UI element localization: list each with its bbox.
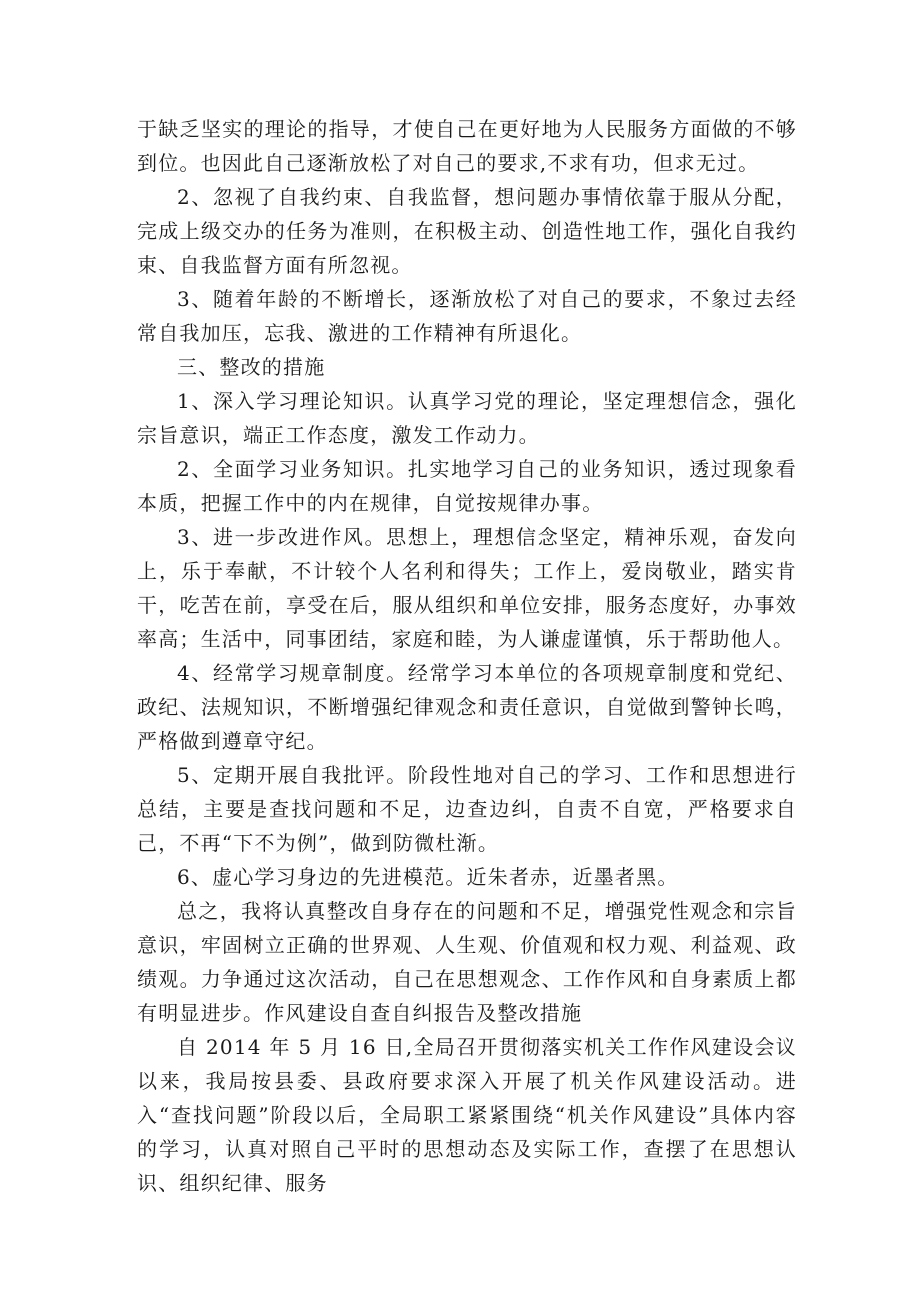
paragraph-continuation: 于缺乏坚实的理论的指导，才使自己在更好地为人民服务方面做的不够到位。也因此自己逐渐放松了对自己的要求,不求有功，但求无过。 — [137, 117, 797, 175]
measure-item-6: 6、虚心学习身边的先进模范。近朱者赤，近墨者黑。 — [177, 865, 679, 889]
summary-paragraph: 总之，我将认真整改自身存在的问题和不足，增强党性观念和宗旨意识，牢固树立正确的世界观、人生观、价值观和权力观、利益观、政绩观。力争通过这次活动，自己在思想观念、工作作风和自身素质上都有明显进步。作风建设自查自纠报告及整改措施 — [137, 899, 797, 1025]
paragraph-item-2: 2、忽视了自我约束、自我监督，想问题办事情依靠于服从分配，完成上级交办的任务为准则，在积极主动、创造性地工作，强化自我约束、自我监督方面有所忽视。 — [137, 185, 797, 277]
measure-item-2: 2、全面学习业务知识。扎实地学习自己的业务知识，透过现象看本质，把握工作中的内在规律，自觉按规律办事。 — [137, 457, 797, 515]
measure-item-5: 5、定期开展自我批评。阶段性地对自己的学习、工作和思想进行总结，主要是查找问题和不足，边查边纠，自责不自宽，严格要求自己，不再“下不为例”，做到防微杜渐。 — [137, 763, 797, 855]
section-heading-rectification: 三、整改的措施 — [177, 355, 326, 379]
measure-item-1: 1、深入学习理论知识。认真学习党的理论，坚定理想信念，强化宗旨意识，端正工作态度，激发工作动力。 — [137, 389, 797, 447]
document-body — [137, 112, 797, 1200]
report-intro-paragraph: 自 2014 年 5 月 16 日,全局召开贯彻落实机关工作作风建设会议以来，我局按县委、县政府要求深入开展了机关作风建设活动。进入“查找问题”阶段以后，全局职工紧紧围绕“机关作风建设”具体内容的学习，认真对照自己平时的思想动态及实际工作，查摆了在思想认识、组织纪律、服务 — [137, 1035, 797, 1195]
measure-item-4: 4、经常学习规章制度。经常学习本单位的各项规章制度和党纪、政纪、法规知识，不断增强纪律观念和责任意识，自觉做到警钟长鸣，严格做到遵章守纪。 — [137, 661, 797, 753]
paragraph-item-3: 3、随着年龄的不断增长，逐渐放松了对自己的要求，不象过去经常自我加压，忘我、激进的工作精神有所退化。 — [137, 287, 797, 345]
measure-item-3: 3、进一步改进作风。思想上，理想信念坚定，精神乐观，奋发向上，乐于奉献，不计较个人名利和得失；工作上，爱岗敬业，踏实肯干，吃苦在前，享受在后，服从组织和单位安排，服务态度好，办事效率高；生活中，同事团结，家庭和睦，为人谦虚谨慎，乐于帮助他人。 — [137, 525, 797, 651]
